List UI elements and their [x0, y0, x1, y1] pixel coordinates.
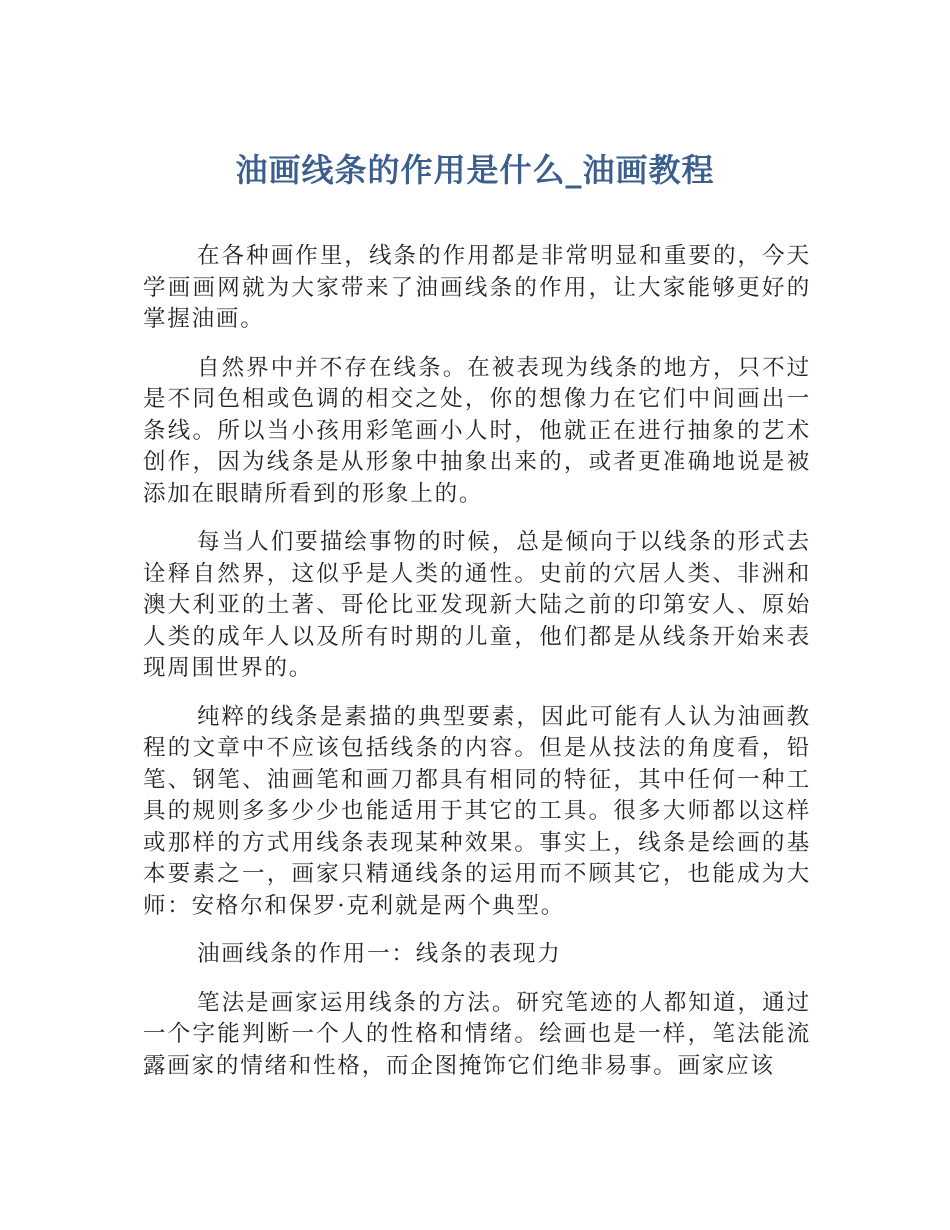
- paragraph-nature: 自然界中并不存在线条。在被表现为线条的地方，只不过是不同色相或色调的相交之处，你的想像力在它们中间画出一条线。所以当小孩用彩笔画小人时，他就正在进行抽象的艺术创作，因为线条是从形象中抽象出来的，或者更准确地说是被添加在眼睛所看到的形象上的。: [143, 354, 811, 507]
- paragraph-human-tendency: 每当人们要描绘事物的时候，总是倾向于以线条的形式去诠释自然界，这似乎是人类的通性。史前的穴居人类、非洲和澳大利亚的土著、哥伦比亚发现新大陆之前的印第安人、原始人类的成年人以及所有时期的儿童，他们都是从线条开始来表现周围世界的。: [143, 529, 811, 681]
- paragraph-intro: 在各种画作里，线条的作用都是非常明显和重要的，今天学画画网就为大家带来了油画线条的作用，让大家能够更好的掌握油画。: [143, 243, 811, 332]
- document-title: 油画线条的作用是什么_油画教程: [235, 151, 715, 189]
- section-heading-expressiveness: 油画线条的作用一：线条的表现力: [197, 941, 562, 967]
- paragraph-drawing-element: 纯粹的线条是素描的典型要素，因此可能有人认为油画教程的文章中不应该包括线条的内容。但是从技法的角度看，铅笔、钢笔、油画笔和画刀都具有相同的特征，其中任何一种工具的规则多多少少也能适用于其它的工具。很多大师都以这样或那样的方式用线条表现某种效果。事实上，线条是绘画的基本要素之一，画家只精通线条的运用而不顾其它，也能成为大师：安格尔和保罗·克利就是两个典型。: [143, 703, 811, 919]
- paragraph-brushwork: 笔法是画家运用线条的方法。研究笔迹的人都知道，通过一个字能判断一个人的性格和情绪。绘画也是一样，笔法能流露画家的情绪和性格，而企图掩饰它们绝非易事。画家应该: [143, 989, 811, 1079]
- document-body: [143, 241, 811, 1099]
